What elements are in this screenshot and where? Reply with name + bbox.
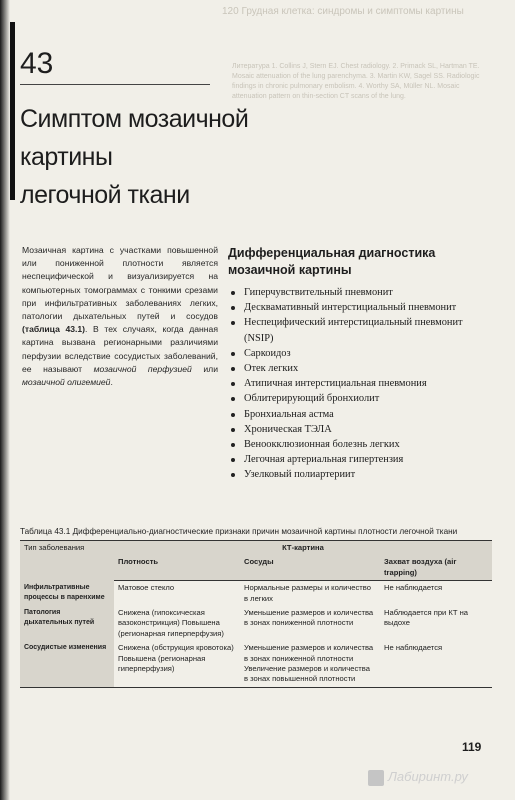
table-row	[20, 581, 492, 606]
chapter-marker-bar	[10, 22, 15, 200]
term-mosaic-oligemia: мозаичной олигемией	[22, 377, 111, 388]
cell-vessels: Уменьшение размеров и количества в зонах пониженной плотности	[244, 608, 374, 628]
table-header-row	[20, 541, 492, 556]
col-header-disease: Тип заболевания	[20, 541, 114, 581]
cell-density: Снижена (гипоксическая вазоконстрикция) Повышена (регионарная гиперперфузия)	[118, 608, 224, 638]
row-type: Сосудистые изменения	[20, 641, 114, 687]
list-item: Саркоидоз	[228, 346, 488, 361]
watermark	[368, 768, 508, 788]
cell-trapping: Наблюдается при КТ на выдохе	[384, 608, 468, 628]
watermark-text: Лабиринт.ру	[388, 769, 468, 784]
col-header-vessels: Сосуды	[240, 555, 380, 580]
list-item: Легочная артериальная гипертензия	[228, 452, 488, 467]
col-header-density: Плотность	[114, 555, 240, 580]
list-item: Атипичная интерстициальная пневмония	[228, 376, 488, 391]
cell-trapping: Не наблюдается	[380, 641, 492, 687]
intro-text-1: Мозаичная картина с участками повышенной или пониженной плотности является неспецифической и визуализируется на компьютерных томограммах с тонкими срезами при инфильтративных заболеваниях легких, патологии дыхательных путей и сосудов	[22, 245, 218, 322]
intro-text-2: . В тех случаях, когда данная картина вызвана регионарными различиями перфузии вследствие сосудистых заболеваний, ее называют	[22, 324, 218, 374]
table-row	[20, 641, 492, 687]
intro-text-4: .	[110, 377, 113, 388]
differential-title: Дифференциальная диагностика мозаичной картины	[228, 246, 436, 277]
list-item: Десквамативный интерстициальный пневмонит	[228, 300, 488, 315]
diagnostic-table	[20, 540, 492, 688]
cell-density: Снижена (обструкция кровотока) Повышена (регионарная гиперперфузия)	[114, 641, 240, 687]
bleed-through-column: Литература 1. Collins J, Stern EJ. Chest radiology. 2. Primack SL, Hartman TE. Mosaic attenuation of the lung parenchyma. 3. Martin KW, Sagel SS. Radiologic findings in chronic pulmonary embolism. 4. Worthy SA, Müller NL. Mosaic attenuation pattern on thin-section CT scans of the lung.	[232, 63, 480, 100]
table-row	[20, 606, 492, 641]
list-item: Узелковый полиартериит	[228, 467, 488, 482]
table-reference: (таблица 43.1)	[22, 324, 86, 335]
intro-text-3: или	[191, 363, 218, 374]
chapter-title-line-1: Симптом мозаичной картины	[20, 105, 249, 171]
term-mosaic-perfusion: мозаичной перфузией	[93, 363, 192, 374]
labirint-logo-icon	[368, 770, 384, 786]
spine-shadow	[0, 0, 10, 800]
list-item: Гиперчувствительный пневмонит	[228, 285, 488, 300]
cell-vessels: Уменьшение размеров и количества в зонах пониженной плотности Увеличение размеров и количества в зонах повышенной плотности	[240, 641, 380, 687]
col-header-trapping: Захват воздуха (air trapping)	[380, 555, 492, 580]
table-caption: Таблица 43.1 Дифференциально-диагностические признаки причин мозаичной картины плотности легочной ткани	[20, 527, 458, 536]
chapter-rule	[20, 84, 210, 85]
cell-vessels: Нормальные размеры и количество в легких	[244, 583, 371, 603]
list-item: Неспецифический интерстициальный пневмонит (NSIP)	[228, 315, 488, 345]
list-item: Веноокклюзионная болезнь легких	[228, 437, 488, 452]
cell-density: Матовое стекло	[118, 583, 175, 593]
list-item: Облитерирующий бронхиолит	[228, 391, 488, 406]
chapter-number: 43	[20, 47, 54, 80]
list-item: Отек легких	[228, 361, 488, 376]
chapter-title	[20, 100, 250, 214]
bleed-through-header: 120 Грудная клетка: синдромы и симптомы картины	[222, 6, 464, 17]
chapter-title-line-2: легочной ткани	[20, 181, 190, 209]
cell-trapping: Не наблюдается	[384, 583, 443, 593]
list-item: Бронхиальная астма	[228, 407, 488, 422]
list-item: Хроническая ТЭЛА	[228, 422, 488, 437]
row-type: Патология дыхательных путей	[20, 606, 114, 641]
ct-header: КТ-картина	[114, 541, 492, 556]
intro-paragraph	[22, 244, 218, 389]
differential-list	[228, 285, 488, 483]
row-type: Инфильтративные процессы в паренхиме	[20, 581, 114, 606]
page-number: 119	[462, 740, 482, 754]
